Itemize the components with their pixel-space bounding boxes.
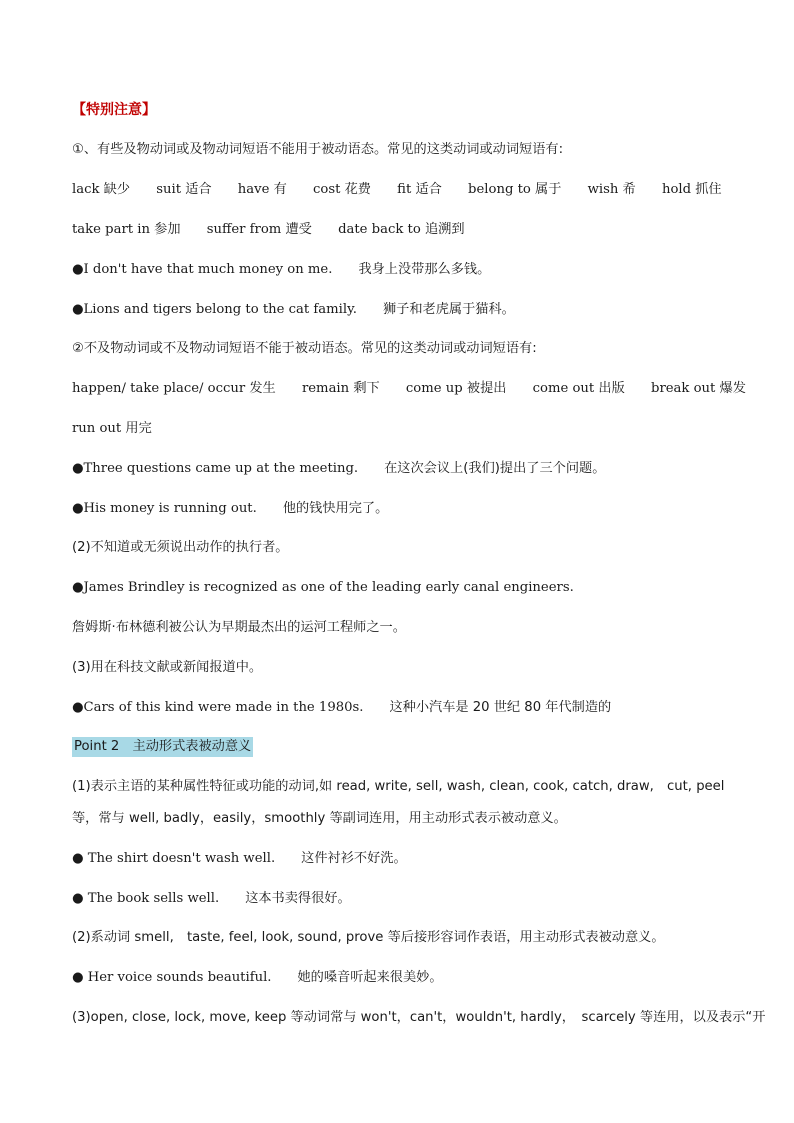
section-heading: 【特别注意】: [72, 102, 156, 118]
example-en: ● Her voice sounds beautiful.: [72, 970, 272, 985]
verb-item: suit 适合: [156, 182, 212, 197]
verb-item: take part in 参加: [72, 222, 181, 237]
verb-row-3: [72, 379, 746, 399]
paragraph-1: (1)表示主语的某种属性特征或功能的动词,如 read, write, sell, wash, clean, cook, catch, draw, cut, peel 等，常与 well, badly，easily，smoothly 等副词连用，用主动形式表示被动意义。: [72, 779, 725, 826]
example-cn: 这本书卖得很好。: [245, 891, 351, 906]
example-1: [72, 260, 734, 280]
example-cn: 他的钱快用完了。: [282, 501, 389, 516]
example-cn: 这种小汽车是 20 世纪 80 年代制造的: [389, 700, 612, 715]
example-8: [72, 889, 734, 909]
verb-item: suffer from 遭受: [206, 222, 312, 237]
example-en: ●Cars of this kind were made in the 1980s.: [72, 700, 364, 715]
verb-item: hold 抓住: [661, 182, 722, 197]
verb-item: have 有: [237, 182, 287, 197]
note-2: ②不及物动词或不及物动词短语不能于被动语态。常见的这类动词或动词短语有:: [72, 341, 537, 356]
example-cn: 这件衬衫不好洗。: [301, 851, 407, 866]
verb-item: cost 花费: [313, 182, 371, 197]
example-cn: 她的嗓音听起来很美妙。: [297, 970, 443, 985]
example-4: [72, 499, 734, 519]
example-en: ●His money is running out.: [72, 501, 257, 516]
verb-row-2: [72, 220, 734, 240]
note-1: ①、有些及物动词或及物动词短语不能用于被动语态。常见的这类动词或动词短语有:: [72, 142, 564, 157]
verb-item: come up 被提出: [405, 381, 507, 396]
example-5: ●James Brindley is recognized as one of the leading early canal engineers.: [72, 580, 574, 595]
example-2: [72, 300, 734, 320]
example-9: [72, 968, 734, 988]
verb-item: wish 希: [587, 182, 636, 197]
verb-item: break out 爆发: [651, 381, 746, 396]
verb-item: happen/ take place/ occur 发生: [72, 381, 276, 396]
verb-item: lack 缺少: [72, 182, 131, 197]
example-cn: 在这次会议上(我们)提出了三个问题。: [384, 461, 606, 476]
paragraph-3: (3)open, close, lock, move, keep 等动词常与 won't，can't，wouldn't, hardly， scarcely 等连用，以及表示“开: [72, 1010, 766, 1025]
verb-item: date back to 追溯到: [338, 222, 465, 237]
section-2: (2)不知道或无须说出动作的执行者。: [72, 540, 289, 555]
verb-row-1: [72, 180, 734, 200]
point-2-heading: Point 2 主动形式表被动意义: [72, 737, 253, 757]
verb-item: fit 适合: [397, 182, 442, 197]
verb-item: belong to 属于: [468, 182, 562, 197]
example-en: ● The book sells well.: [72, 891, 220, 906]
verb-item: come out 出版: [532, 381, 625, 396]
example-3: [72, 459, 734, 479]
verb-row-4: run out 用完: [72, 421, 152, 436]
example-en: ●Lions and tigers belong to the cat family.: [72, 302, 357, 317]
example-7: [72, 849, 734, 869]
example-5-cn: 詹姆斯·布林德利被公认为早期最杰出的运河工程师之一。: [72, 620, 406, 635]
section-3: (3)用在科技文献或新闻报道中。: [72, 660, 263, 675]
example-6: [72, 698, 734, 718]
example-en: ●I don't have that much money on me.: [72, 262, 333, 277]
example-cn: 我身上没带那么多钱。: [358, 262, 491, 277]
point-2-heading-row: [72, 737, 734, 757]
verb-item: remain 剩下: [301, 381, 380, 396]
example-en: ● The shirt doesn't wash well.: [72, 851, 276, 866]
paragraph-2: (2)系动词 smell, taste, feel, look, sound, prove 等后接形容词作表语，用主动形式表被动意义。: [72, 930, 665, 945]
example-cn: 狮子和老虎属于猫科。: [382, 302, 515, 317]
example-en: ●Three questions came up at the meeting.: [72, 461, 359, 476]
